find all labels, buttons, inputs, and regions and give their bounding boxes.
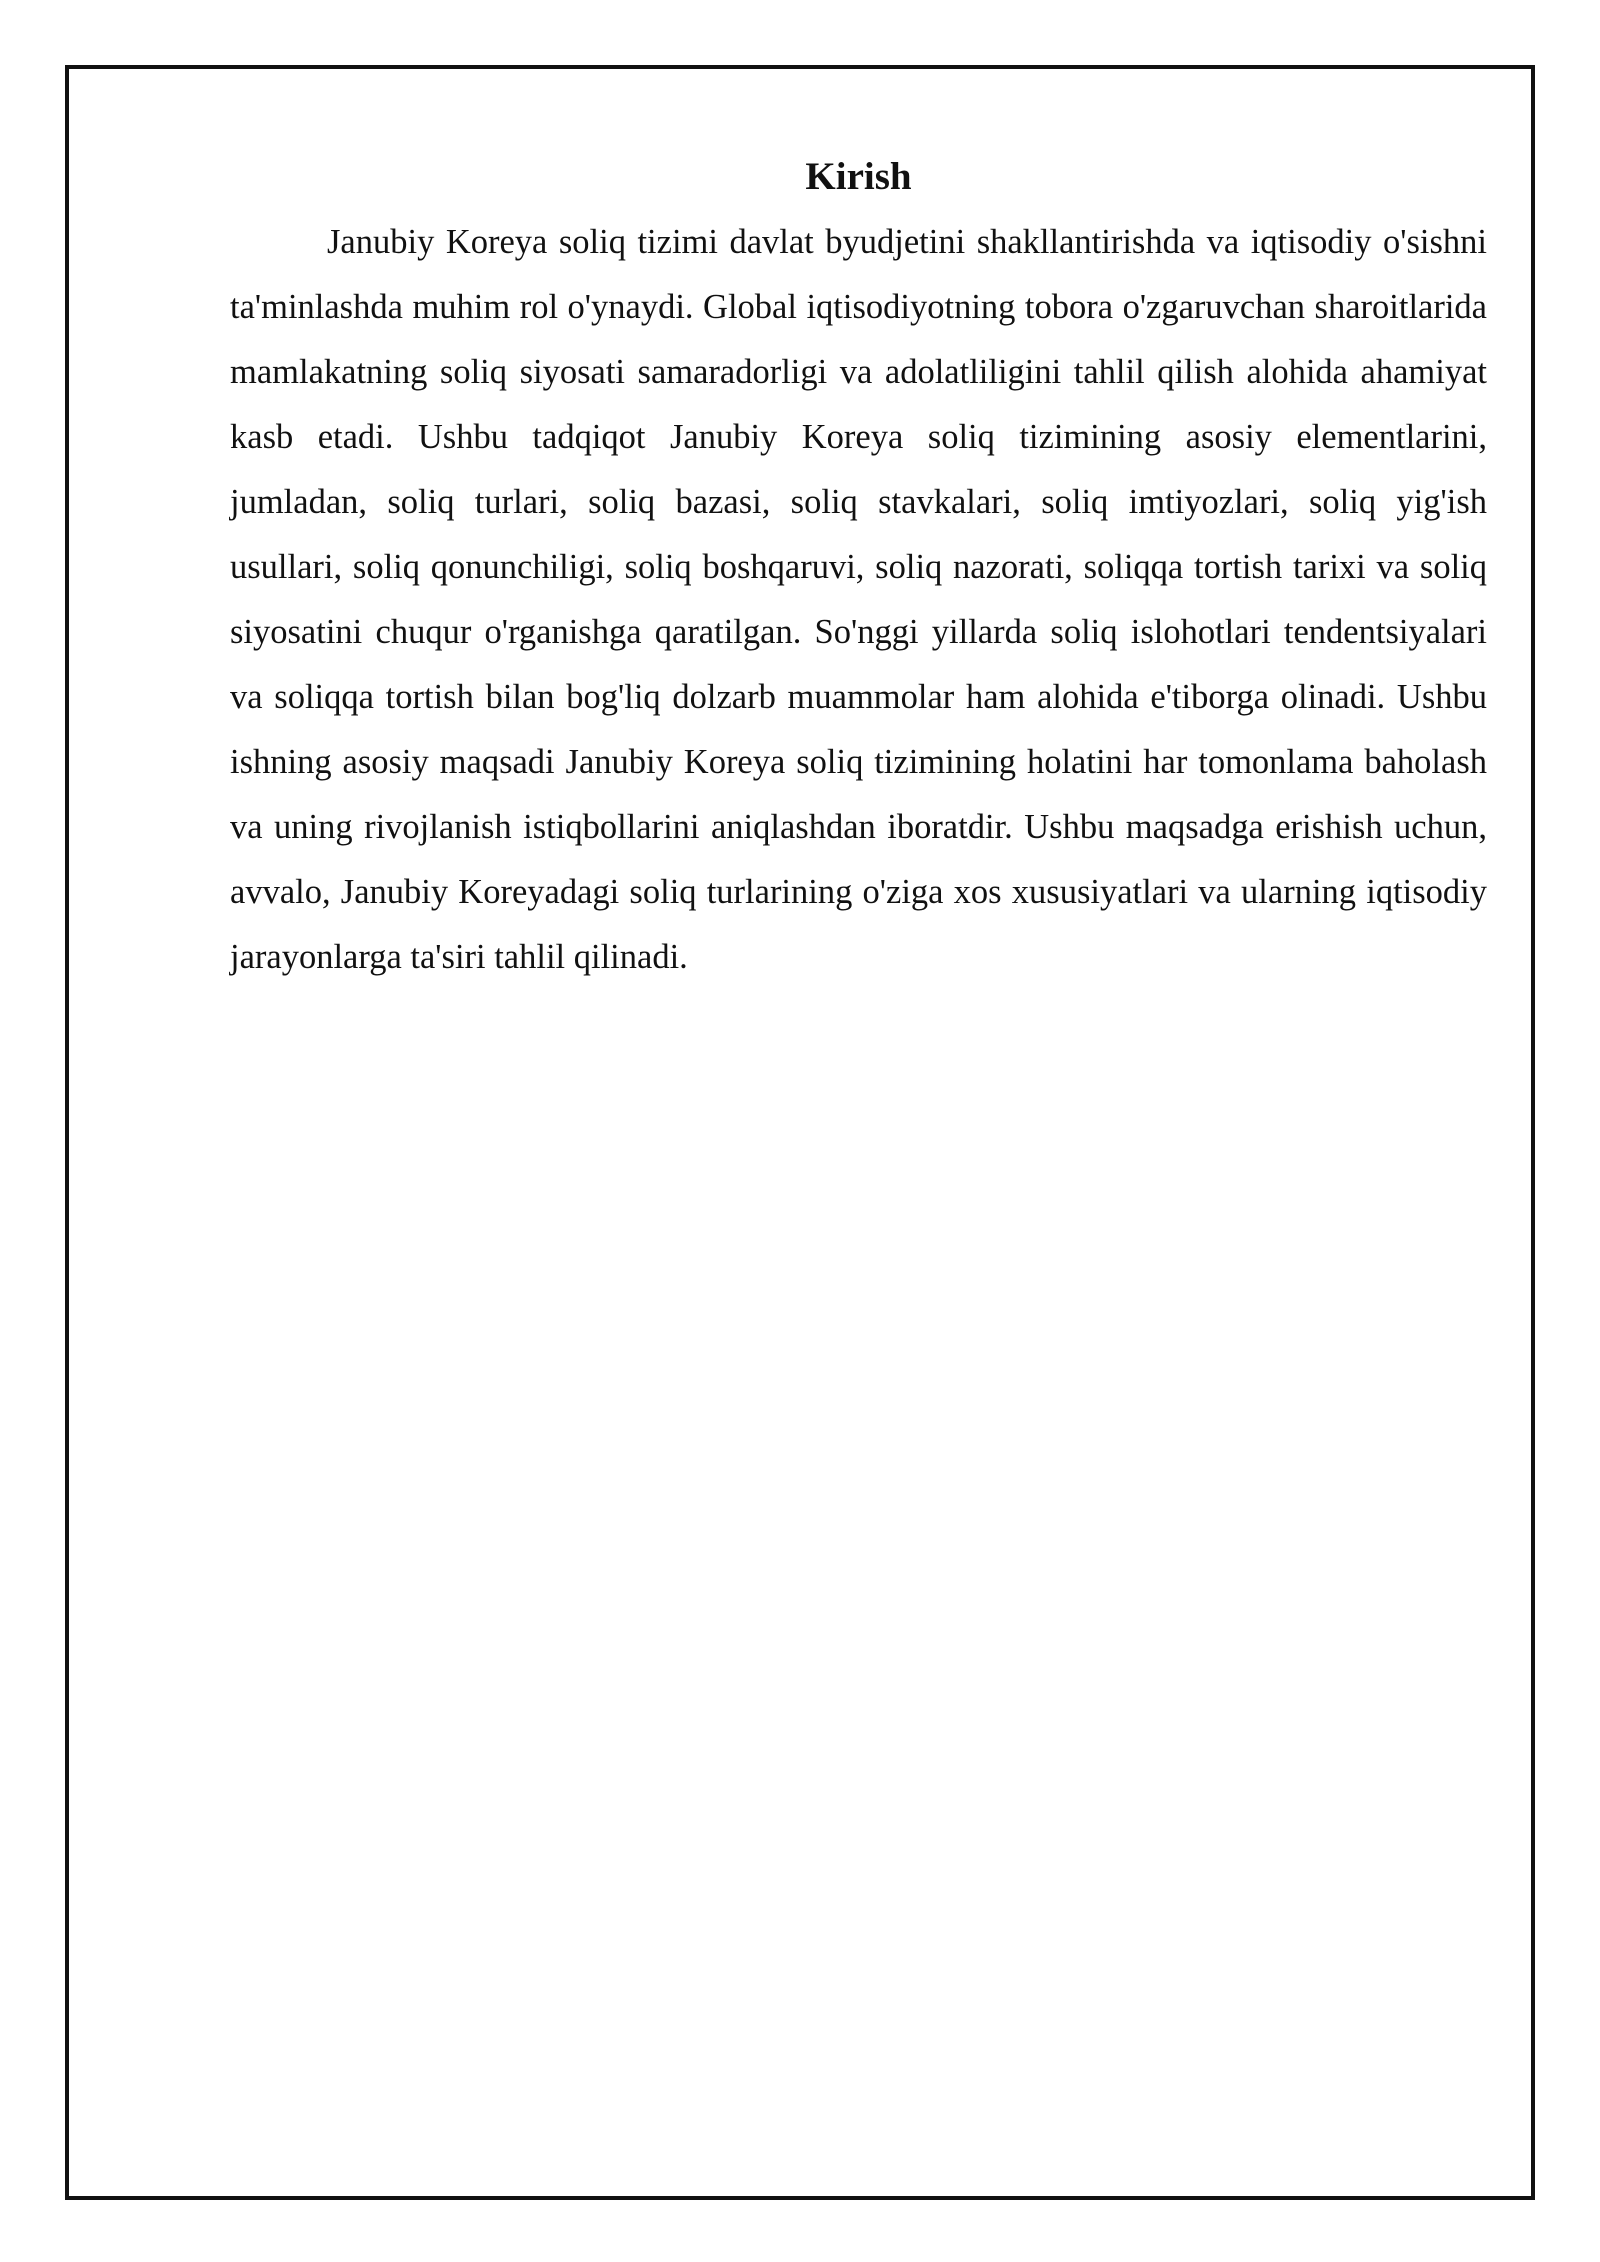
intro-paragraph: Janubiy Koreya soliq tizimi davlat byudjetini shakllantirishda va iqtisodiy o'sishni ta'minlashda muhim rol o'ynaydi. Global iqtisodiyotning tobora o'zgaruvchan sharoitlarida mamlakatning soliq siyosati samaradorligi va adolatliligini tahlil qilish alohida ahamiyat kasb etadi. Ushbu tadqiqot Janubiy Koreya soliq tizimining asosiy elementlarini, jumladan, soliq turlari, soliq bazasi, soliq stavkalari, soliq imtiyozlari, soliq yig'ish usullari, soliq qonunchiligi, soliq boshqaruvi, soliq nazorati, soliqqa tortish tarixi va soliq siyosatini chuqur o'rganishga qaratilgan. So'nggi yillarda soliq islohotlari tendentsiyalari va soliqqa tortish bilan bog'liq dolzarb muammolar ham alohida e'tiborga olinadi. Ushbu ishning asosiy maqsadi Janubiy Koreya soliq tizimining holatini har tomonlama baholash va uning rivojlanish istiqbollarini aniqlashdan iboratdir. Ushbu maqsadga erishish uchun, avvalo, Janubiy Koreyadagi soliq turlarining o'ziga xos xususiyatlari va ularning iqtisodiy jarayonlarga ta'siri tahlil qilinadi. [230,223,1487,976]
section-title: Kirish [805,155,912,198]
document-body [230,150,1487,990]
